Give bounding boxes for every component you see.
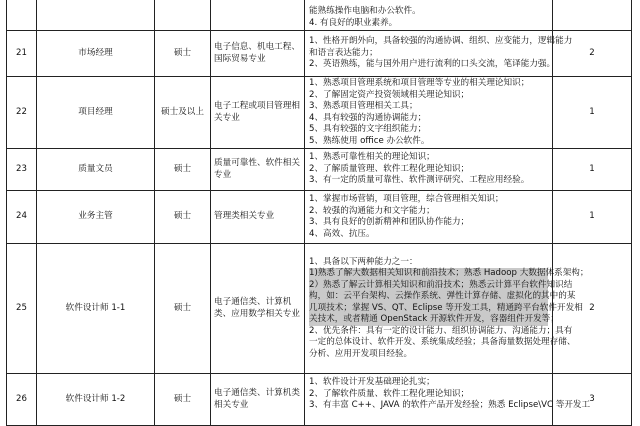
requirement-line: 3、具有良好的创新精神和团队协作能力；	[309, 217, 470, 227]
requirement-line: 一定的总体设计、软件开发、系统集成经验；具备海量数据处理存储、	[309, 337, 576, 348]
position-cell: 业务主管	[37, 191, 155, 244]
major-cell: 电子工程或项目管理相关专业	[211, 77, 305, 149]
requirement-line: 4. 有良好的职业素养。	[309, 17, 398, 28]
requirement-line: 1)熟悉了解大数据相关知识和前沿技术；熟悉 Hadoop 大数据体系架构；	[309, 268, 589, 279]
headcount-cell: 2	[553, 244, 632, 374]
headcount-cell: 3	[553, 374, 632, 426]
major-cell: 管理类相关专业	[211, 191, 305, 244]
headcount-cell: 1	[553, 77, 632, 149]
requirement-line: 3、有一定的质量可靠性、软件测评研究、工程应用经验。	[309, 175, 530, 186]
position-cell: 项目经理	[37, 77, 155, 149]
education-cell: 硕士	[155, 191, 211, 244]
major-cell: 电子信息、机电工程、国际贸易专业	[211, 31, 305, 77]
education-cell: 硕士	[155, 244, 211, 374]
table-row	[7, 374, 632, 426]
major-cell: 电子通信类、计算机类相关专业	[211, 374, 305, 426]
table-row	[7, 31, 632, 77]
requirement-line: 1、具备以下两种能力之一：	[309, 256, 418, 267]
requirements-cell	[305, 0, 553, 31]
requirement-line: 能熟练操作电脑和办公软件。	[309, 6, 421, 16]
row-number: 25	[7, 244, 37, 374]
requirements-cell	[305, 31, 573, 77]
row-number: 22	[7, 77, 37, 149]
requirements-cell	[305, 244, 589, 374]
requirement-line: 2、了解软件质量、软件工程化理论知识；	[309, 388, 470, 399]
requirement-line: 4、具有较强的沟通协调能力；	[309, 112, 427, 123]
requirement-line: 1、熟悉可靠性相关的理论知识；	[309, 152, 435, 163]
requirement-line: 2、了解质量管理、软件工程化理论知识；	[309, 163, 470, 174]
row-number: 24	[7, 191, 37, 244]
row-number: 26	[7, 374, 37, 426]
requirements-cell	[305, 149, 553, 191]
position-cell: 市场经理	[37, 31, 155, 77]
requirement-line: 2、英语熟练，能与国外用户进行流利的口头交流，笔译能力强。	[309, 59, 556, 70]
requirement-line: 2、较强的沟通能力和文字能力；	[309, 205, 435, 216]
row-number: 21	[7, 31, 37, 77]
requirement-line: 2、优先条件：具有一定的设计能力、组织协调能力、沟通能力；具有	[309, 325, 573, 336]
requirement-line: 5、熟练使用 office 办公软件。	[309, 135, 430, 146]
headcount-cell: 1	[553, 191, 632, 244]
table-row-continuation	[7, 0, 632, 31]
requirement-line: 几项技术；掌握 VS、QT、Eclipse 等开发工具，精通跨平台软件开发相	[309, 302, 583, 313]
education-cell: 硕士	[155, 149, 211, 191]
education-cell: 硕士	[155, 31, 211, 77]
table-row	[7, 244, 632, 374]
requirement-line: 1、软件设计开发基础理论扎实；	[309, 377, 435, 387]
position-cell: 软件设计师 1-1	[37, 244, 155, 374]
requirement-line: 和语言表达能力；	[309, 47, 378, 58]
requirement-line: 3、熟悉项目管理相关工具；	[309, 101, 418, 111]
row-number: 23	[7, 149, 37, 191]
major-cell: 质量可靠性、软件相关专业	[211, 149, 305, 191]
requirement-line: 3、有丰富 C++、JAVA 的软件产品开发经验；熟悉 Eclipse\VC 等开发工	[309, 400, 591, 410]
requirement-line: 1、性格开朗外向，具备较强的沟通协调、组织、应变能力，逻辑能力	[309, 36, 573, 47]
requirement-line: 2）熟悉了解云计算相关知识和前沿技术；熟悉云计算平台软件知识结	[309, 279, 573, 290]
table-row	[7, 77, 632, 149]
education-cell: 硕士及以上	[155, 77, 211, 149]
requirement-line: 关技术，或者精通 OpenStack 开源软件开发，容器组件开发等；	[309, 314, 559, 325]
education-cell: 硕士	[155, 374, 211, 426]
position-cell: 软件设计师 1-2	[37, 374, 155, 426]
requirement-line: 2、了解固定资产投资领域相关理论知识；	[309, 89, 470, 100]
requirement-line: 5、具有较强的文字组织能力；	[309, 124, 427, 134]
requirement-line: 4、高效、抗压。	[309, 228, 375, 239]
headcount-cell: 2	[553, 31, 632, 77]
major-cell: 电子通信类、计算机类、应用数学相关专业	[211, 244, 305, 374]
job-requirements-table	[6, 0, 632, 426]
requirements-cell	[305, 77, 553, 149]
table-row	[7, 149, 632, 191]
requirements-cell	[305, 191, 553, 244]
requirement-line: 1、掌握市场营销，项目管理，综合管理相关知识；	[309, 194, 504, 204]
requirement-line: 构，如：云平台架构、云操作系统、弹性计算存储、虚拟化的其中的某	[309, 291, 576, 302]
headcount-cell: 1	[553, 149, 632, 191]
requirement-line: 分析、应用开发项目经验。	[309, 348, 413, 359]
requirements-cell	[305, 374, 591, 426]
requirement-line: 1、熟悉项目管理系统和项目管理等专业的相关理论知识；	[309, 78, 530, 88]
table-row	[7, 191, 632, 244]
position-cell: 质量文员	[37, 149, 155, 191]
